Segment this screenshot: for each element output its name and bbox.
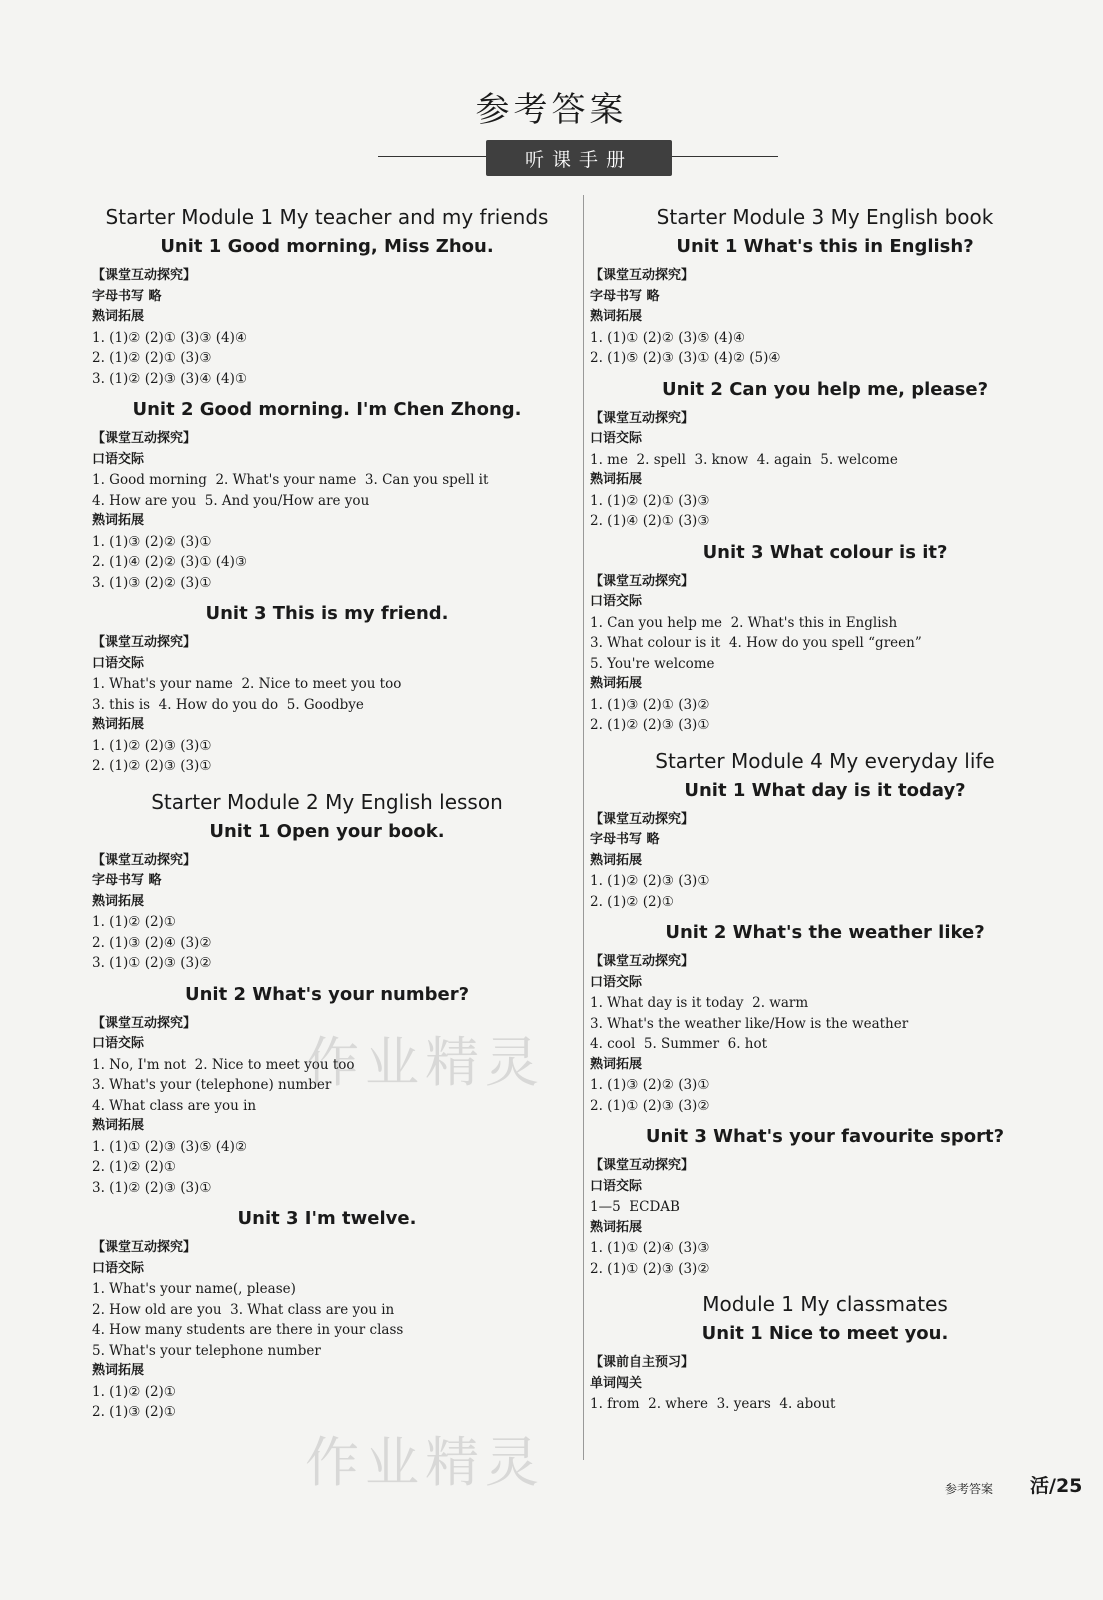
- section-header: 【课堂互动探究】: [92, 268, 197, 283]
- section-header: 【课前自主预习】: [590, 1355, 695, 1370]
- section-label: 熟词拓展: [92, 717, 145, 732]
- answer-line: 1. (1)② (2)①: [92, 1383, 176, 1400]
- section-label: 熟词拓展: [92, 513, 145, 528]
- answer-line: 2. (1)④ (2)② (3)① (4)③: [92, 554, 247, 570]
- answer-line: 1. (1)② (2)①: [92, 914, 176, 930]
- section-header: 【课堂互动探究】: [92, 431, 197, 446]
- section-label: 口语交际: [590, 594, 643, 609]
- section-label: 口语交际: [92, 451, 145, 467]
- answer-line: 1. (1)② (2)③ (3)①: [590, 873, 710, 889]
- unit-heading: Unit 2 Good morning. I'm Chen Zhong.: [132, 399, 522, 420]
- answer-line: 2. (1)② (2)③ (3)①: [92, 758, 212, 774]
- answer-line: 1. What's your name 2. Nice to meet you too: [92, 676, 402, 692]
- unit-heading: Unit 3 I'm twelve.: [237, 1208, 417, 1229]
- section-label: 口语交际: [590, 431, 643, 446]
- unit-heading: Unit 1 Good morning, Miss Zhou.: [160, 236, 494, 257]
- section-label: 口语交际: [590, 1178, 643, 1194]
- unit-heading: Unit 1 Open your book.: [209, 820, 445, 842]
- answer-line: 5. What's your telephone number: [92, 1342, 321, 1359]
- section-header: 【课堂互动探究】: [590, 410, 695, 426]
- answer-line: 1. (1)② (2)① (3)③: [590, 492, 710, 509]
- answer-line: 1. What day is it today 2. warm: [590, 995, 809, 1011]
- section-header: 【课堂互动探究】: [590, 573, 695, 589]
- page-prefix: 活/: [1030, 1475, 1056, 1497]
- module-heading: Module 1 My classmates: [702, 1292, 948, 1316]
- section-label: 熟词拓展: [92, 1118, 145, 1133]
- module-heading: Starter Module 1 My teacher and my friends: [105, 205, 549, 229]
- section-label: 字母书写 略: [92, 873, 162, 888]
- section-header: 【课堂互动探究】: [590, 811, 695, 827]
- answer-line: 1. What's your name(, please): [92, 1281, 296, 1297]
- answer-line: 3. What's your (telephone) number: [92, 1077, 332, 1093]
- section-header: 【课堂互动探究】: [590, 268, 695, 283]
- unit-heading: Unit 3 What's your favourite sport?: [645, 1126, 1005, 1147]
- unit-heading: Unit 3 What colour is it?: [702, 541, 948, 563]
- answer-line: 3. (1)② (2)③ (3)④ (4)①: [92, 370, 247, 387]
- left-column: [92, 200, 562, 1423]
- section-label: 熟词拓展: [92, 309, 145, 324]
- section-label: 熟词拓展: [590, 1056, 643, 1072]
- section-label: 字母书写 略: [92, 288, 162, 304]
- answer-line: 1. Good morning 2. What's your name 3. Can you spell it: [92, 472, 489, 488]
- answer-line: 3. (1)② (2)③ (3)①: [92, 1179, 212, 1196]
- watermark: 作业精灵: [305, 1431, 545, 1494]
- section-label: 口语交际: [92, 655, 145, 671]
- section-label: 字母书写 略: [590, 832, 660, 847]
- answer-line: 1. from 2. where 3. years 4. about: [590, 1396, 836, 1412]
- section-label: 熟词拓展: [590, 852, 643, 868]
- answer-line: 2. (1)⑤ (2)③ (3)① (4)② (5)④: [590, 350, 781, 366]
- answer-line: 3. (1)③ (2)② (3)①: [92, 574, 212, 591]
- unit-heading: Unit 1 What day is it today?: [684, 779, 966, 801]
- answer-line: 2. (1)③ (2)④ (3)②: [92, 934, 212, 951]
- section-label: 熟词拓展: [590, 1219, 643, 1235]
- answer-line: 1. Can you help me 2. What's this in English: [590, 614, 898, 631]
- unit-heading: Unit 1 Nice to meet you.: [701, 1323, 949, 1344]
- section-badge: 听课手册: [486, 140, 672, 176]
- answer-line: 4. What class are you in: [92, 1097, 257, 1114]
- answer-line: 1. (1)① (2)③ (3)⑤ (4)②: [92, 1138, 247, 1155]
- section-label: 熟词拓展: [92, 1363, 145, 1378]
- section-header: 【课堂互动探究】: [92, 635, 197, 650]
- answer-line: 1—5 ECDAB: [590, 1199, 680, 1215]
- page-value: 25: [1055, 1475, 1083, 1497]
- unit-heading: Unit 3 This is my friend.: [205, 603, 449, 624]
- unit-heading: Unit 2 What's the weather like?: [665, 922, 985, 943]
- page-title: 参考答案: [475, 90, 628, 130]
- right-column: [590, 200, 1060, 1415]
- section-label: 口语交际: [590, 974, 643, 990]
- section-header: 【课堂互动探究】: [92, 1015, 197, 1031]
- answer-line: 2. (1)② (2)① (3)③: [92, 350, 212, 366]
- module-heading: Starter Module 4 My everyday life: [655, 748, 995, 773]
- answer-line: 1. (1)① (2)④ (3)③: [590, 1240, 710, 1256]
- unit-heading: Unit 1 What's this in English?: [676, 236, 974, 257]
- section-label: 口语交际: [92, 1260, 145, 1276]
- answer-line: 1. (1)③ (2)② (3)①: [92, 533, 212, 550]
- answer-line: 1. (1)③ (2)① (3)②: [590, 696, 710, 713]
- section-header: 【课堂互动探究】: [590, 1158, 695, 1173]
- section-header: 【课堂互动探究】: [590, 954, 695, 969]
- page-number: [1030, 1471, 1082, 1498]
- footer-label: 参考答案: [945, 1482, 994, 1496]
- unit-heading: Unit 2 Can you help me, please?: [661, 378, 989, 400]
- section-label: 熟词拓展: [590, 472, 643, 487]
- answer-line: 3. What's the weather like/How is the weather: [590, 1015, 909, 1032]
- section-label: 熟词拓展: [92, 893, 145, 909]
- answer-line: 3. What colour is it 4. How do you spell “green”: [590, 635, 922, 651]
- answer-line: 1. (1)③ (2)② (3)①: [590, 1077, 710, 1093]
- section-label: 单词闯关: [590, 1375, 643, 1391]
- section-label: 熟词拓展: [590, 676, 643, 691]
- answer-line: 3. this is 4. How do you do 5. Goodbye: [92, 696, 364, 713]
- answer-line: 2. How old are you 3. What class are you in: [92, 1301, 395, 1318]
- answer-line: 5. You're welcome: [590, 655, 715, 672]
- section-label: 熟词拓展: [590, 309, 643, 324]
- answer-line: 1. (1)② (2)① (3)③ (4)④: [92, 329, 247, 346]
- answer-line: 4. cool 5. Summer 6. hot: [590, 1036, 768, 1052]
- answer-line: 1. (1)② (2)③ (3)①: [92, 737, 212, 754]
- answer-line: 2. (1)④ (2)① (3)③: [590, 513, 710, 529]
- answer-line: 1. (1)① (2)② (3)⑤ (4)④: [590, 329, 745, 346]
- section-label: 口语交际: [92, 1036, 145, 1051]
- section-header: 【课堂互动探究】: [92, 852, 197, 868]
- answer-line: 1. No, I'm not 2. Nice to meet you too: [92, 1056, 355, 1073]
- unit-heading: Unit 2 What's your number?: [184, 983, 470, 1005]
- answer-line: 4. How are you 5. And you/How are you: [92, 492, 370, 509]
- answer-line: 2. (1)② (2)③ (3)①: [590, 717, 710, 733]
- answer-line: 2. (1)② (2)①: [590, 893, 674, 910]
- watermark: 作业精灵: [305, 1031, 545, 1094]
- answer-line: 2. (1)① (2)③ (3)②: [590, 1260, 710, 1277]
- module-heading: Starter Module 2 My English lesson: [151, 789, 503, 814]
- module-heading: Starter Module 3 My English book: [656, 205, 994, 229]
- answer-line: 2. (1)① (2)③ (3)②: [590, 1097, 710, 1114]
- section-label: 字母书写 略: [590, 288, 660, 304]
- answer-line: 2. (1)③ (2)①: [92, 1404, 176, 1420]
- column-divider: [583, 195, 584, 1460]
- answer-line: 1. me 2. spell 3. know 4. again 5. welcome: [590, 451, 898, 468]
- answer-line: 4. How many students are there in your class: [92, 1322, 404, 1338]
- answer-line: 2. (1)② (2)①: [92, 1159, 176, 1175]
- section-header: 【课堂互动探究】: [92, 1240, 197, 1255]
- answer-line: 3. (1)① (2)③ (3)②: [92, 955, 212, 971]
